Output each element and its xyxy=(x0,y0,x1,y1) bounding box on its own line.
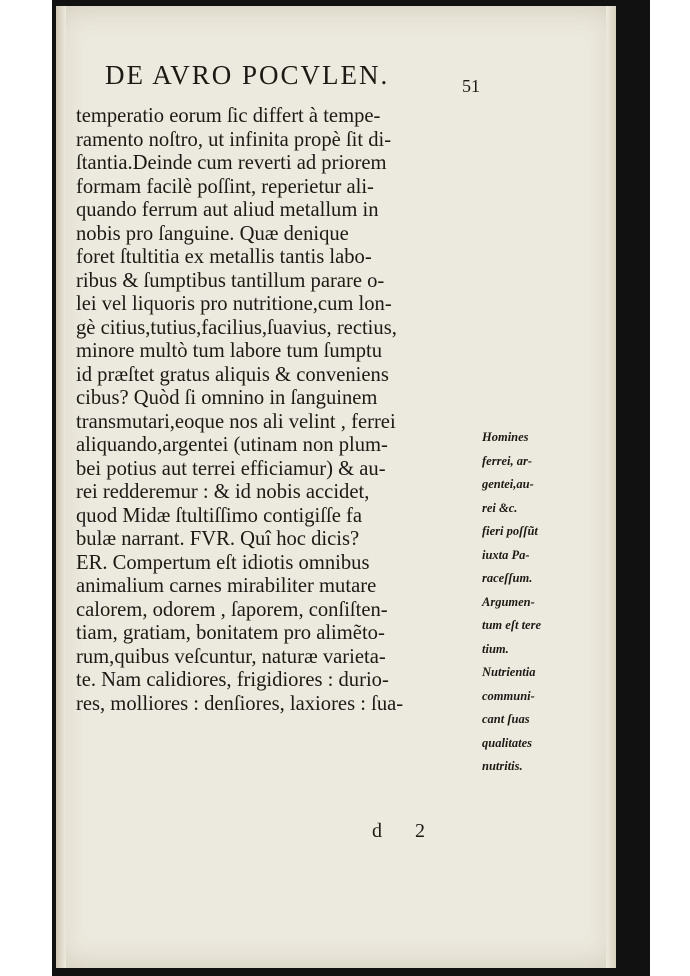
text-line: ER. Compertum eſt idiotis omnibus xyxy=(76,551,370,574)
text-line: res, molliores : denſiores, laxiores : ſua- xyxy=(76,692,404,715)
margin-note-line: cant ſuas xyxy=(482,712,530,726)
margin-note-line: tium. xyxy=(482,641,509,656)
text-line: id præſtet gratus aliquis & conveniens xyxy=(76,363,389,386)
text-line: ribus & ſumptibus tantillum parare o- xyxy=(76,269,385,292)
text-line: transmutari,eoque nos ali velint , ferrei xyxy=(76,410,396,433)
margin-note-line: Homines xyxy=(482,430,529,444)
text-line: cibus? Quòd ſi omnino in ſanguinem xyxy=(76,387,378,409)
text-line: bei potius aut terrei efficiamur) & au- xyxy=(76,457,386,480)
text-line: animalium carnes mirabiliter mutare xyxy=(76,575,377,597)
text-line: foret ſtultitia ex metallis tantis labo- xyxy=(76,246,372,268)
margin-note-line: gentei,au- xyxy=(482,477,534,491)
page-right-edge xyxy=(606,6,616,968)
page-gutter xyxy=(56,6,66,968)
page-number: 51 xyxy=(462,76,480,96)
text-line: calorem, odorem , ſaporem, conſiſten- xyxy=(76,598,388,621)
text-line: ramento noſtro, ut infinita propè ſit di- xyxy=(76,128,392,151)
margin-note-line: raceſſum. xyxy=(482,571,533,585)
margin-notes xyxy=(482,426,572,779)
margin-note-line: rei &c. xyxy=(482,500,518,515)
text-line: rei redderemur : & id nobis accidet, xyxy=(76,481,370,503)
text-line: bulæ narrant. FVR. Quî hoc dicis? xyxy=(76,528,360,550)
margin-note-line: fieri poſſũt xyxy=(482,524,538,538)
text-line: quod Midæ ſtultiſſimo contigiſſe fa xyxy=(76,504,363,527)
margin-note-line: qualitates xyxy=(482,735,533,750)
text-line: temperatio eorum ſic differt à tempe- xyxy=(76,105,381,127)
body-text xyxy=(76,105,486,716)
running-header: DE AVRO POCVLEN. xyxy=(105,60,390,90)
text-line: nobis pro ſanguine. Quæ denique xyxy=(76,222,349,245)
text-line: ſtantia.Deinde cum reverti ad priorem xyxy=(76,152,387,174)
margin-note-line: communi- xyxy=(482,688,535,703)
text-line: gè citius,tutius,facilius,ſuavius, rectius, xyxy=(76,316,397,339)
text-line: tiam, gratiam, bonitatem pro alimẽto- xyxy=(76,622,385,644)
text-line: quando ferrum aut aliud metallum in xyxy=(76,199,379,221)
signature-mark: d 2 xyxy=(372,820,439,842)
text-line: te. Nam calidiores, frigidiores : durio- xyxy=(76,669,389,691)
margin-note-line: Nutrientia xyxy=(482,665,536,679)
text-line: formam facilè poſſint, reperietur ali- xyxy=(76,175,374,198)
margin-note-line: nutritis. xyxy=(482,759,523,773)
text-line: minore multò tum labore tum ſumptu xyxy=(76,340,383,362)
margin-note-line: iuxta Pa- xyxy=(482,547,530,562)
margin-note-line: tum eſt tere xyxy=(482,618,542,632)
text-line: rum,quibus veſcuntur, naturæ varieta- xyxy=(76,645,386,668)
margin-note-line: Argumen- xyxy=(482,594,535,609)
margin-note-line: ferrei, ar- xyxy=(482,453,532,468)
text-line: aliquando,argentei (utinam non plum- xyxy=(76,434,388,456)
text-line: lei vel liquoris pro nutritione,cum lon- xyxy=(76,293,392,315)
